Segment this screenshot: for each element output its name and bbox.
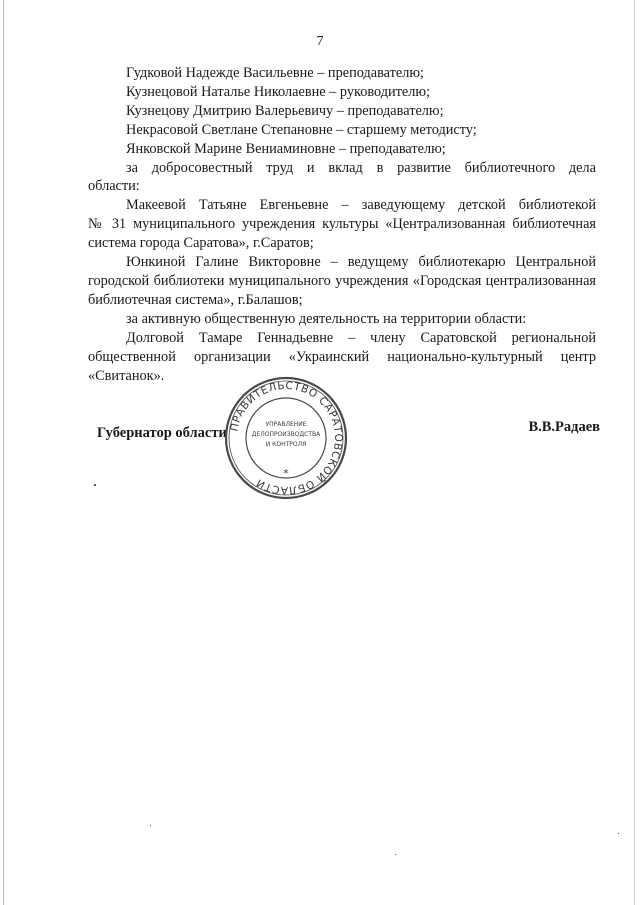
text-line: Кузнецову Дмитрию Валерьевичу – преподавателю; [126, 102, 444, 119]
seal-inner-line-1: УПРАВЛЕНИЕ [265, 421, 307, 428]
document-body [88, 64, 596, 385]
seal-inner-line-3: И КОНТРОЛЯ [265, 441, 307, 448]
text-line: Некрасовой Светлане Степановне – старшему методисту; [126, 121, 477, 138]
text-line: система города Саратова», г.Саратов; [88, 235, 314, 252]
text-line: за добросовестный труд и вклад в развитие библиотечного дела [126, 159, 596, 176]
page-number: 7 [316, 34, 324, 49]
signature-name: В.В.Радаев [528, 419, 600, 435]
text-line: Гудковой Надежде Васильевне – преподавателю; [126, 65, 424, 81]
text-line: Юнкиной Галине Викторовне – ведущему библиотекарю Центральной [126, 254, 596, 271]
text-line: Янковской Марине Вениаминовне – преподавателю; [126, 140, 446, 157]
text-line: Кузнецовой Наталье Николаевне – руководителю; [126, 83, 431, 100]
scan-speck [94, 484, 96, 486]
text-line: общественной организации «Украинский национально-культурный центр [88, 348, 596, 365]
text-line: за активную общественную деятельность на территории области: [126, 310, 527, 327]
seal-outer-text: ПРАВИТЕЛЬСТВО САРАТОВСКОЙ ОБЛАСТИ [228, 379, 345, 497]
scan-edge-right [634, 0, 635, 905]
text-line: Макеевой Татьяне Евгеньевне – заведующему детской библиотекой [126, 197, 596, 214]
official-seal [222, 374, 350, 502]
scan-speck [618, 833, 619, 834]
signature-title: Губернатор области [97, 425, 227, 441]
seal-star-icon: * [283, 467, 289, 480]
text-line: № 31 муниципального учреждения культуры «Централизованная библиотечная [88, 216, 596, 233]
scan-speck [395, 854, 396, 855]
text-line: области: [88, 178, 140, 195]
seal-inner-line-2: ДЕЛОПРОИЗВОДСТВА [251, 431, 321, 438]
text-line: городской библиотеки муниципального учреждения «Городская централизованная [88, 272, 596, 289]
text-line: «Свитанок». [88, 367, 165, 384]
text-line: Долговой Тамаре Геннадьевне – члену Саратовской региональной [126, 329, 596, 346]
scan-speck [150, 825, 151, 826]
scan-edge-left [3, 0, 4, 905]
text-line: библиотечная система», г.Балашов; [88, 291, 303, 308]
